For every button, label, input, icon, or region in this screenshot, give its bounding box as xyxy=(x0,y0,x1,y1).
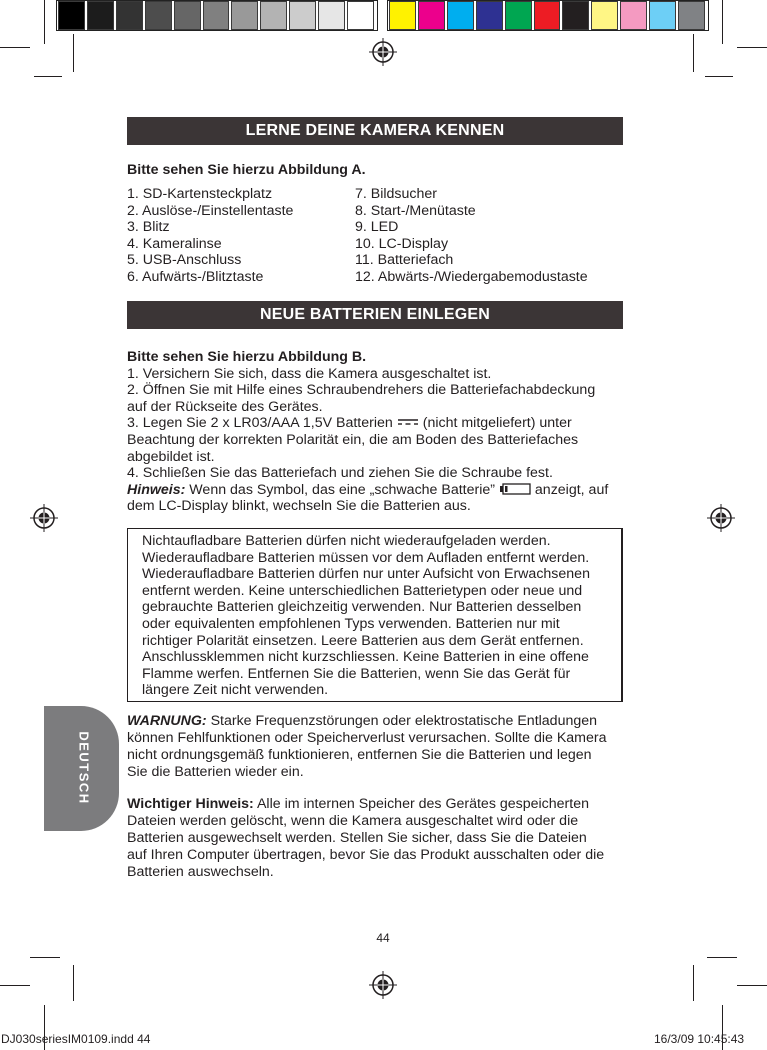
step-1: 1. Versichern Sie sich, dass die Kamera ausgeschaltet ist. xyxy=(127,365,492,382)
color-swatch xyxy=(87,1,114,30)
list-item: 5. USB-Anschluss xyxy=(127,252,242,269)
section2-intro: Bitte sehen Sie hierzu Abbildung B. xyxy=(127,349,367,365)
color-swatch xyxy=(145,1,172,30)
warnung-text: Starke Frequenzstörungen oder elektrostatische Entladungen xyxy=(210,713,598,729)
safety-line: gebrauchte Batterien gleichzeitig verwenden. Nur Batterien desselben xyxy=(142,599,582,616)
list-item: 2. Auslöse-/Einstellentaste xyxy=(127,202,294,219)
safety-line: Nichtaufladbare Batterien dürfen nicht wiederaufgeladen werden. xyxy=(142,533,551,549)
crop-mark xyxy=(693,34,694,72)
hint-text-b: anzeigt, auf xyxy=(534,481,609,498)
section-header-batteries: NEUE BATTERIEN EINLEGEN xyxy=(127,301,623,329)
color-swatch xyxy=(289,1,316,30)
crop-mark xyxy=(705,76,733,77)
important-line3: Batterien ausgewechselt werden. Stellen Sie sicher, dass Sie die Dateien xyxy=(127,830,587,846)
color-swatch xyxy=(389,1,416,30)
registration-mark-icon xyxy=(706,503,736,533)
color-swatch xyxy=(58,1,85,30)
important-line4: auf Ihren Computer übertragen, bevor Sie das Produkt ausschalten oder die xyxy=(127,847,605,863)
color-swatch xyxy=(116,1,143,30)
warnung-paragraph xyxy=(127,713,625,781)
section-header-camera: LERNE DEINE KAMERA KENNEN xyxy=(127,117,623,145)
language-tab-label: DEUTSCH xyxy=(76,731,92,805)
color-swatch xyxy=(562,1,589,30)
color-swatch xyxy=(678,1,705,30)
color-swatch xyxy=(505,1,532,30)
safety-line: Flamme werfen. Entfernen Sie die Batterien, wenn Sie das Gerät für xyxy=(142,665,571,682)
battery-instructions xyxy=(127,349,625,515)
warnung-line3: nicht ordnungsgemäß funktionieren, entfernen Sie die Batterien und legen xyxy=(127,747,592,763)
safety-line: Anschlussklemmen nicht kurzschliessen. Keine Batterien in eine offene xyxy=(142,649,589,666)
safety-line: längere Zeit nicht verwenden. xyxy=(142,682,329,699)
hint-label: Hinweis: xyxy=(127,481,186,498)
crop-mark xyxy=(34,76,62,77)
important-line1 xyxy=(127,796,625,813)
part-list-left xyxy=(127,186,293,286)
crop-mark xyxy=(73,34,74,72)
crop-mark xyxy=(722,0,723,44)
hint-text-a: Wenn das Symbol, das eine „schwache Batterie” xyxy=(189,481,496,498)
registration-mark-icon xyxy=(368,37,398,67)
color-swatch xyxy=(260,1,287,30)
crop-mark xyxy=(693,965,694,1001)
step-3-line1 xyxy=(127,415,625,432)
warnung-label: WARNUNG: xyxy=(127,713,207,729)
crop-mark xyxy=(0,47,30,48)
step-3-text-a: 3. Legen Sie 2 x LR03/AAA 1,5V Batterien xyxy=(127,415,393,432)
warnung-line2: können Fehlfunktionen oder Speicherverlust verursachen. Sollte die Kamera xyxy=(127,730,607,746)
step-3-line2: Beachtung der korrekten Polarität ein, die am Boden des Batteriefaches xyxy=(127,431,579,448)
hint-line1 xyxy=(127,482,625,499)
list-item: 9. LED xyxy=(355,219,399,236)
footer-datetime: 16/3/09 10:45:43 xyxy=(654,1032,745,1046)
registration-mark-icon xyxy=(368,970,398,1000)
low-battery-icon xyxy=(499,483,531,495)
list-item: 8. Start-/Menütaste xyxy=(355,202,476,219)
list-item: 11. Batteriefach xyxy=(355,252,454,269)
safety-line: Wiederaufladbare Batterien müssen vor dem Aufladen entfernt werden. xyxy=(142,549,590,566)
important-line2: Dateien werden gelöscht, wenn die Kamera ausgeschaltet wird oder die xyxy=(127,813,579,829)
crop-mark xyxy=(737,985,767,986)
important-label: Wichtiger Hinweis: xyxy=(127,796,254,812)
crop-mark xyxy=(30,957,60,958)
warnung-line4: Sie die Batterien wieder ein. xyxy=(127,764,304,780)
color-swatch xyxy=(418,1,445,30)
safety-line: richtiger Polarität einsetzen. Leere Batterien aus dem Gerät entfernen. xyxy=(142,632,584,649)
hint-line2: dem LC-Display blinkt, wechseln Sie die Batterien aus. xyxy=(127,498,471,515)
color-swatch xyxy=(447,1,474,30)
registration-mark-icon xyxy=(29,503,59,533)
list-item: 4. Kameralinse xyxy=(127,235,222,252)
color-swatch xyxy=(620,1,647,30)
warnung-line1 xyxy=(127,713,625,730)
step-4: 4. Schließen Sie das Batteriefach und ziehen Sie die Schraube fest. xyxy=(127,465,553,482)
step-3-text-b: (nicht mitgeliefert) unter xyxy=(422,415,572,432)
color-swatch xyxy=(231,1,258,30)
color-swatch xyxy=(347,1,374,30)
important-note-paragraph xyxy=(127,796,625,881)
color-swatch xyxy=(534,1,561,30)
page-number: 44 xyxy=(376,931,390,945)
battery-safety-text xyxy=(142,533,590,699)
step-3-line3: abgebildet ist. xyxy=(127,448,215,465)
important-line5: Batterien auswechseln. xyxy=(127,864,274,880)
section1-intro: Bitte sehen Sie hierzu Abbildung A. xyxy=(127,162,366,178)
list-item: 3. Blitz xyxy=(127,219,170,236)
color-swatch xyxy=(476,1,503,30)
dc-current-icon xyxy=(397,417,419,427)
crop-mark xyxy=(44,0,45,44)
safety-line: entfernt werden. Keine unterschiedlichen Batterietypen oder neue und xyxy=(142,582,583,599)
crop-mark xyxy=(707,957,737,958)
crop-mark xyxy=(0,985,30,986)
list-item: 12. Abwärts-/Wiedergabemodustaste xyxy=(355,268,588,285)
crop-mark xyxy=(737,47,767,48)
list-item: 6. Aufwärts-/Blitztaste xyxy=(127,268,264,285)
safety-line: oder equivalenten empfohlenen Typs verwenden. Batterien nur mit xyxy=(142,615,560,632)
crop-mark xyxy=(73,965,74,1001)
list-item: 10. LC-Display xyxy=(355,235,449,252)
step-2-line1: 2. Öffnen Sie mit Hilfe eines Schraubendrehers die Batteriefachabdeckung xyxy=(127,382,596,399)
color-swatch xyxy=(591,1,618,30)
safety-line: Wiederaufladbare Batterien dürfen nur unter Aufsicht von Erwachsenen xyxy=(142,566,590,583)
battery-safety-box xyxy=(127,528,623,702)
part-list-right xyxy=(355,186,588,286)
step-2-line2: auf der Rückseite des Gerätes. xyxy=(127,398,323,415)
color-swatch xyxy=(203,1,230,30)
color-swatch xyxy=(318,1,345,30)
color-swatch xyxy=(174,1,201,30)
color-swatch xyxy=(649,1,676,30)
important-text: Alle im internen Speicher des Gerätes gespeicherten xyxy=(256,796,589,812)
footer-filename: DJ030seriesIM0109.indd 44 xyxy=(1,1032,151,1046)
list-item: 1. SD-Kartensteckplatz xyxy=(127,186,273,202)
list-item: 7. Bildsucher xyxy=(355,186,438,202)
